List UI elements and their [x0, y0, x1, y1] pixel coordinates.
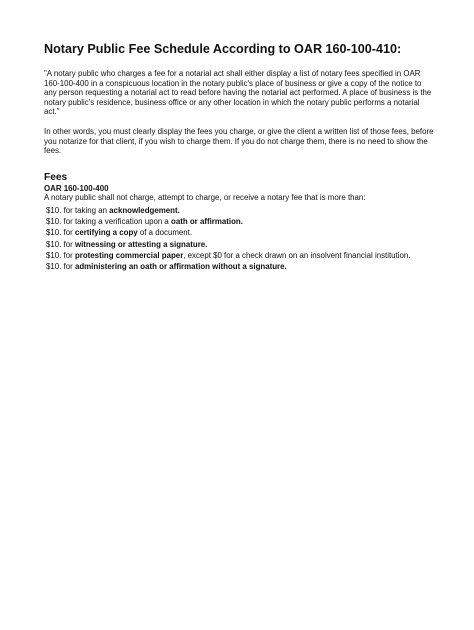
fee-act: acknowledgement. — [109, 205, 180, 215]
fee-prefix: for taking a verification upon a — [61, 217, 172, 227]
fee-item — [46, 250, 436, 261]
fee-prefix: for — [61, 250, 75, 260]
fee-list — [44, 205, 436, 272]
fee-prefix: for — [61, 228, 75, 238]
explanation-paragraph: In other words, you must clearly display the fees you charge, or give the client a written list of those fees, before you notarize for that client, if you wish to charge them. If you do not charge them, there is no need to show the fees. — [44, 126, 434, 156]
fee-prefix: for — [61, 239, 75, 249]
fee-item — [46, 205, 436, 216]
fee-suffix: , except $0 for a check drawn on an insolvent financial institution. — [183, 250, 411, 260]
quote-paragraph: "A notary public who charges a fee for a notarial act shall either display a list of notary fees specified in OAR 160-100-400 in a conspicuous location in the notary public's place of business or give a copy of the notice to any person requesting a notarial act to read before having the notarial act performed. A place of business is the notary public's residence, business office or any other location in which the notary public performs a notarial act." — [44, 69, 432, 117]
fees-heading: Fees — [44, 171, 68, 183]
fee-amount: $10. — [46, 205, 62, 215]
fee-item — [46, 261, 436, 272]
fees-intro: A notary public shall not charge, attempt to charge, or receive a notary fee that is more than: — [44, 193, 366, 203]
fee-prefix: for — [61, 261, 75, 271]
fee-item — [46, 239, 436, 250]
fee-act: witnessing or attesting a signature. — [74, 239, 208, 249]
fee-item — [46, 216, 436, 227]
fee-amount: $10. — [46, 261, 62, 271]
fee-act: oath or affirmation. — [171, 217, 243, 227]
fee-amount: $10. — [46, 250, 62, 260]
fee-amount: $10. — [46, 239, 62, 249]
fee-prefix: for taking an — [61, 205, 110, 215]
fee-suffix: of a document. — [137, 228, 193, 238]
fee-act: protesting commercial paper — [74, 250, 184, 260]
document-title: Notary Public Fee Schedule According to OAR 160-100-410: — [44, 42, 402, 56]
fee-amount: $10. — [46, 228, 62, 238]
oar-reference: OAR 160-100-400 — [44, 183, 109, 193]
fee-act: certifying a copy — [74, 228, 138, 238]
fee-item — [46, 227, 436, 238]
fee-amount: $10. — [46, 217, 62, 227]
fee-act: administering an oath or affirmation without a signature. — [74, 261, 287, 271]
